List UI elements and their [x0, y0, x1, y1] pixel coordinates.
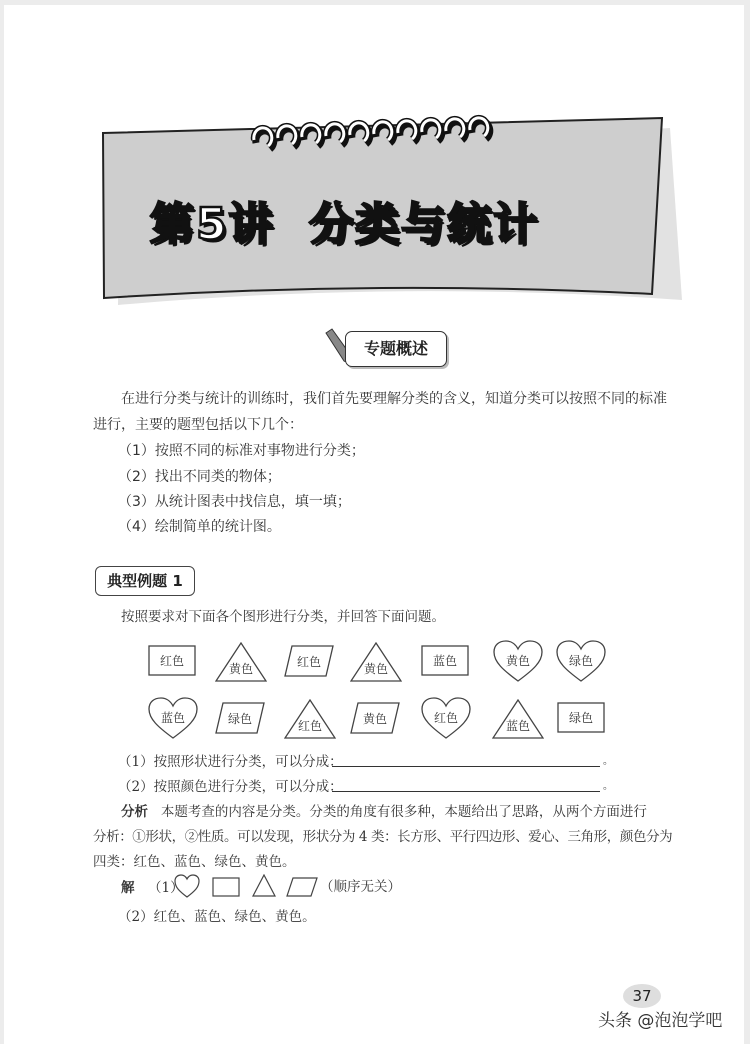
- analysis-line-1: [121, 800, 647, 820]
- answer-2-blank[interactable]: [332, 791, 600, 792]
- chapter-banner: [0, 0, 750, 320]
- shape-triangle: 蓝色: [492, 699, 544, 739]
- heart-icon: [174, 874, 200, 898]
- parallelogram-icon: [286, 877, 318, 897]
- solution-label: 解: [121, 880, 135, 896]
- overview-tag: [320, 325, 450, 375]
- chapter-title: 第5讲 分类与统计: [150, 199, 540, 250]
- analysis-text-1: 本题考查的内容是分类。分类的角度有很多种，本题给出了思路，从两个方面进行: [160, 804, 647, 820]
- shape-heart: 黄色: [493, 640, 543, 682]
- question-2: （2）按照颜色进行分类，可以分成：: [118, 779, 343, 795]
- rectangle-icon: [212, 877, 240, 897]
- analysis-line-3: 四类：红色、蓝色、绿色、黄色。: [93, 854, 296, 870]
- watermark: 头条 @泡泡学吧: [598, 1011, 723, 1031]
- shape-parallelogram: 黄色: [350, 702, 400, 734]
- solution-note: （顺序无关）: [320, 879, 401, 895]
- answer-1-blank[interactable]: [332, 766, 600, 767]
- intro-line-1: 在进行分类与统计的训练时，我们首先要理解分类的含义，知道分类可以按照不同的标准: [121, 391, 667, 407]
- intro-item-1: （1）按照不同的标准对事物进行分类；: [118, 443, 365, 459]
- shape-rectangle: 红色: [148, 645, 196, 676]
- shape-heart: 绿色: [556, 640, 606, 682]
- shape-heart: 蓝色: [148, 697, 198, 739]
- triangle-icon: [252, 874, 276, 897]
- shape-rectangle: 蓝色: [421, 645, 469, 676]
- shape-parallelogram: 红色: [284, 645, 334, 677]
- solution-part2: （2）红色、蓝色、绿色、黄色。: [118, 909, 316, 925]
- shape-triangle: 黄色: [350, 642, 402, 682]
- example-prompt: 按照要求对下面各个图形进行分类，并回答下面问题。: [121, 609, 445, 625]
- solution-part1-prefix: （1）: [148, 880, 184, 896]
- analysis-label: 分析: [121, 804, 148, 820]
- intro-item-4: （4）绘制简单的统计图。: [118, 519, 281, 535]
- shape-heart: 红色: [421, 697, 471, 739]
- page-number: 37: [623, 984, 661, 1008]
- analysis-line-2: 分析：①形状，②性质。可以发现，形状分为 4 类：长方形、平行四边形、爱心、三角形，颜色分为: [93, 829, 673, 845]
- intro-item-2: （2）找出不同类的物体；: [118, 469, 281, 485]
- overview-tag-label: 专题概述: [345, 331, 447, 367]
- example-tag: 典型例题 1: [95, 566, 195, 596]
- intro-item-3: （3）从统计图表中找信息，填一填；: [118, 494, 351, 510]
- question-1-period: 。: [603, 756, 613, 767]
- question-1: （1）按照形状进行分类，可以分成：: [118, 754, 343, 770]
- banner-graphic: [0, 0, 750, 320]
- shape-triangle: 黄色: [215, 642, 267, 682]
- question-2-period: 。: [603, 781, 613, 792]
- intro-line-2: 进行，主要的题型包括以下几个：: [93, 417, 303, 433]
- shape-parallelogram: 绿色: [215, 702, 265, 734]
- shape-rectangle: 绿色: [557, 702, 605, 733]
- shape-triangle: 红色: [284, 699, 336, 739]
